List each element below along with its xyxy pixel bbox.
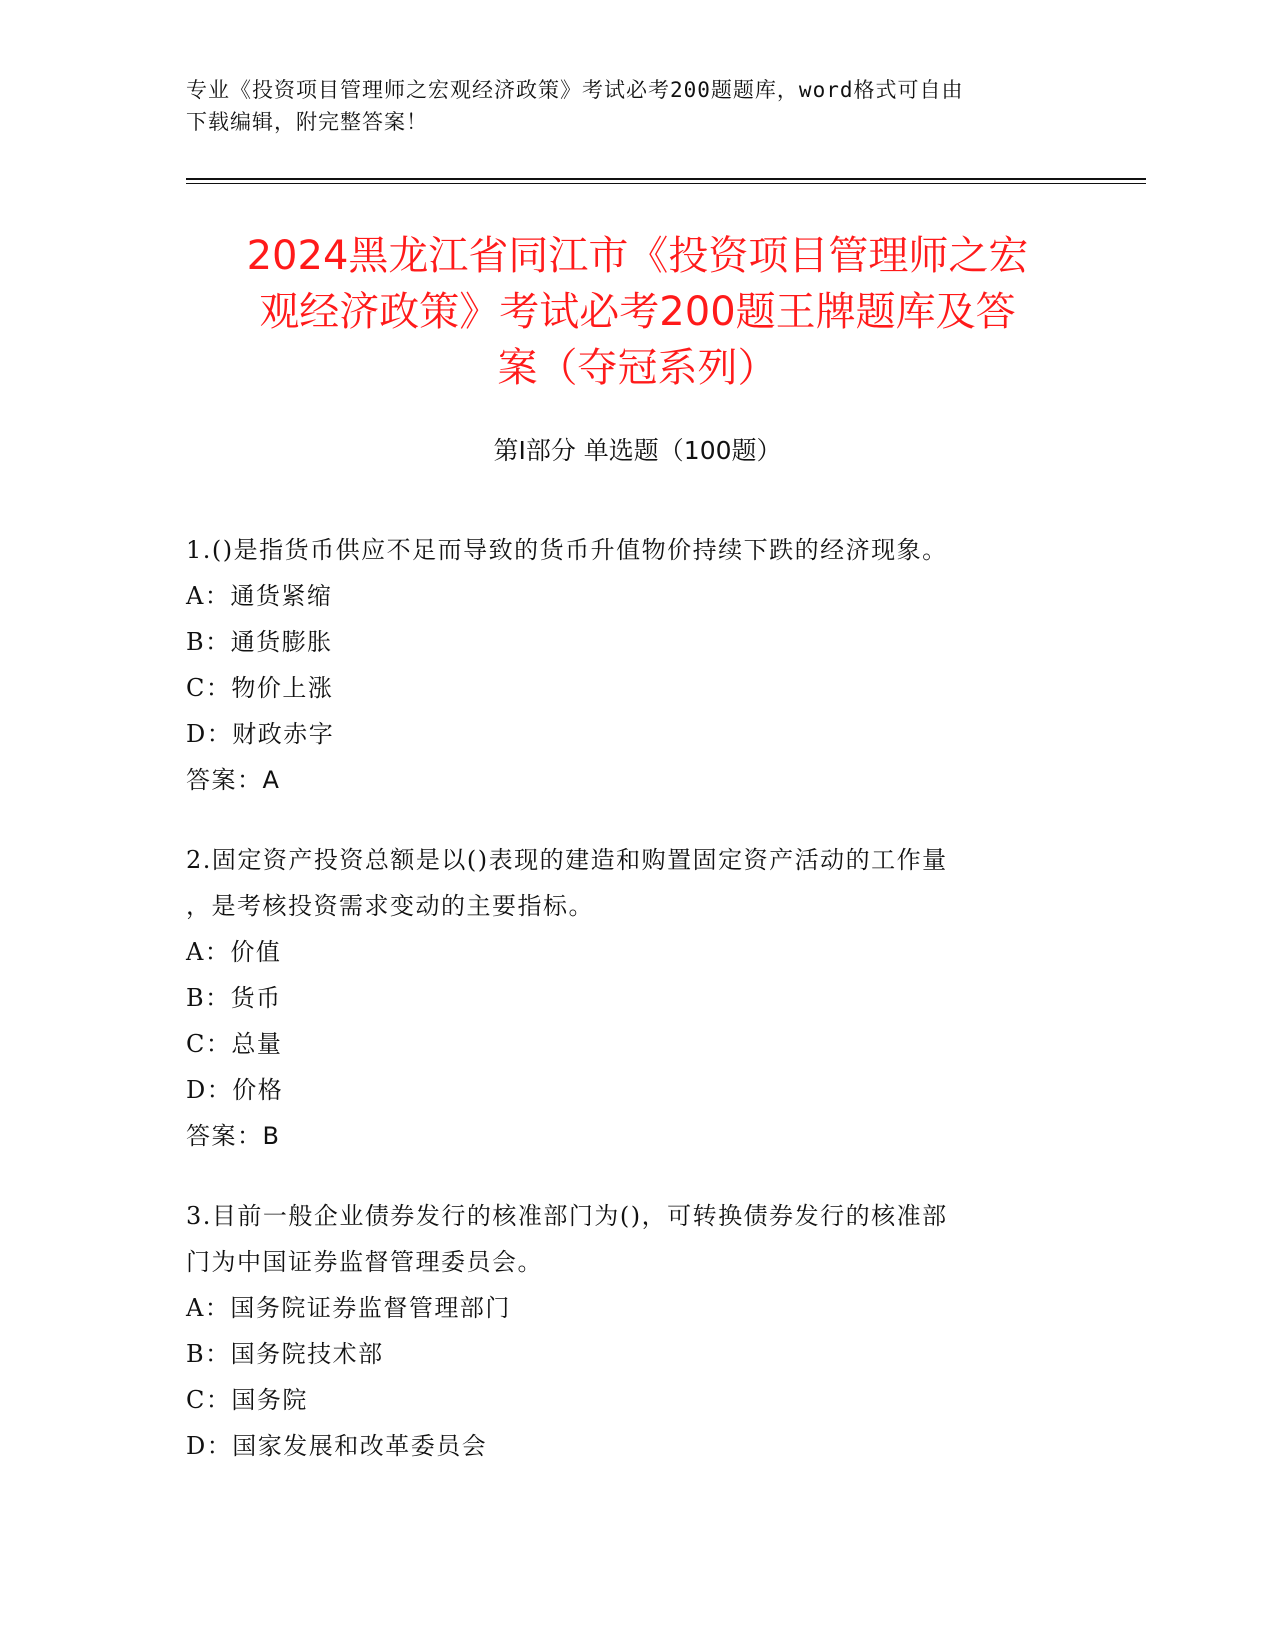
question-item (186, 1193, 1066, 1469)
question-stem: 2.固定资产投资总额是以()表现的建造和购置固定资产活动的工作量 (186, 846, 948, 874)
header-note-line-2: 下载编辑，附完整答案！ (186, 110, 428, 134)
option-d: D：财政赤字 (186, 720, 335, 748)
question-stem-continued: ，是考核投资需求变动的主要指标。 (186, 892, 594, 920)
header-note-line-1: 专业《投资项目管理师之宏观经济政策》考试必考200题题库，word格式可自由 (186, 78, 964, 102)
question-stem: 1.()是指货币供应不足而导致的货币升值物价持续下跌的经济现象。 (186, 536, 948, 564)
question-item (186, 837, 1066, 1159)
option-a: A：国务院证券监督管理部门 (186, 1294, 511, 1322)
title-line-2: 观经济政策》考试必考200题王牌题库及答 (259, 289, 1016, 335)
question-stem: 3.目前一般企业债券发行的核准部门为()，可转换债券发行的核准部 (186, 1202, 948, 1230)
header-divider-thin (186, 183, 1146, 184)
option-c: C：总量 (186, 1030, 283, 1058)
header-note (186, 74, 1066, 138)
option-c: C：物价上涨 (186, 674, 334, 702)
question-stem-continued: 门为中国证券监督管理委员会。 (186, 1248, 543, 1276)
option-a: A：通货紧缩 (186, 582, 333, 610)
title-line-1: 2024黑龙江省同江市《投资项目管理师之宏 (246, 233, 1029, 279)
option-b: B：国务院技术部 (186, 1340, 384, 1368)
option-b: B：通货膨胀 (186, 628, 333, 656)
title-line-3: 案（夺冠系列） (497, 345, 778, 391)
question-list (186, 527, 1066, 1503)
option-b: B：货币 (186, 984, 282, 1012)
header-divider-thick (186, 178, 1146, 180)
section-heading: 第Ⅰ部分 单选题（100题） (493, 436, 782, 465)
option-a: A：价值 (186, 938, 282, 966)
option-d: D：价格 (186, 1076, 284, 1104)
option-c: C：国务院 (186, 1386, 308, 1414)
answer-text: 答案：A (186, 766, 281, 794)
option-d: D：国家发展和改革委员会 (186, 1432, 488, 1460)
answer-text: 答案：B (186, 1122, 281, 1150)
document-title (160, 228, 1115, 396)
question-item (186, 527, 1066, 803)
